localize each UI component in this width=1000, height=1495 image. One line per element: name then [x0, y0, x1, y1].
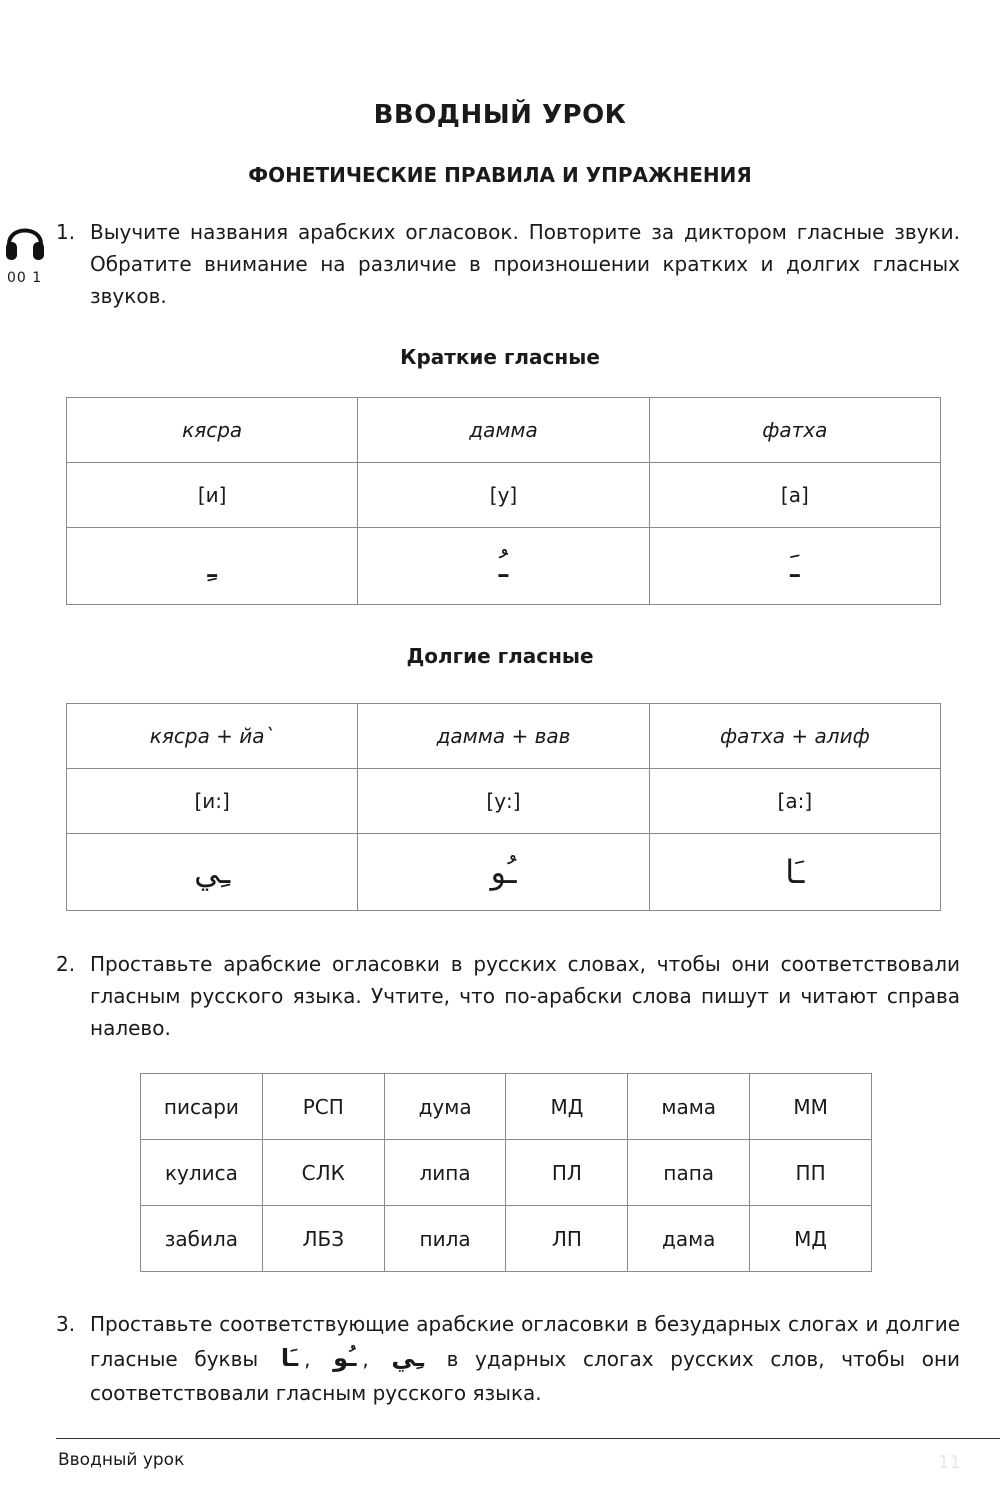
word-cell: писари — [141, 1074, 263, 1140]
footer-section-title: Вводный урок — [58, 1450, 185, 1470]
vowel-name: кясра + йа` — [67, 704, 358, 769]
vowel-mark: ـُو — [490, 853, 517, 891]
footer-divider — [56, 1438, 1000, 1439]
vowel-mark: ـِي — [194, 853, 231, 891]
exercise-number: 1. — [56, 220, 76, 244]
vowel-name: дамма — [358, 398, 649, 463]
consonants-cell: ПЛ — [506, 1140, 628, 1206]
exercise-number: 2. — [56, 952, 76, 976]
exercise-3 — [56, 1307, 960, 1410]
word-cell: кулиса — [141, 1140, 263, 1206]
exercise-1 — [56, 216, 960, 312]
consonants-cell: МД — [750, 1206, 872, 1272]
exercise-text-part: Проставьте соответствующие арабские огласовки в безударных слогах и долгие гласные буквы — [90, 1312, 960, 1371]
long-u-mark: ـُو — [333, 1344, 357, 1372]
consonants-cell: СЛК — [262, 1140, 384, 1206]
vowel-mark: ـَا — [785, 853, 805, 891]
word-cell: липа — [384, 1140, 506, 1206]
vowel-name: кясра — [67, 398, 358, 463]
vowel-sound: [у] — [358, 463, 649, 528]
exercise-text-part: в ударных слогах русских слов, чтобы они соответствовали гласным русского языка. — [90, 1347, 961, 1405]
page-subtitle: ФОНЕТИЧЕСКИЕ ПРАВИЛА И УПРАЖНЕНИЯ — [248, 163, 752, 187]
consonants-cell: ПП — [750, 1140, 872, 1206]
word-cell: забила — [141, 1206, 263, 1272]
word-cell: дама — [628, 1206, 750, 1272]
consonants-cell: МД — [506, 1074, 628, 1140]
word-cell: пила — [384, 1206, 506, 1272]
exercise-number: 3. — [56, 1312, 76, 1336]
vowel-sound: [у:] — [358, 769, 649, 834]
vowel-name: фатха + алиф — [649, 704, 940, 769]
separator: , — [362, 1347, 369, 1371]
vowel-mark: ـِ — [207, 547, 217, 585]
separator: , — [304, 1347, 311, 1371]
vowel-name: фатха — [649, 398, 940, 463]
vowel-name: дамма + вав — [358, 704, 649, 769]
vowel-sound: [а] — [649, 463, 940, 528]
page-title: ВВОДНЫЙ УРОК — [373, 100, 627, 130]
long-vowels-heading: Долгие гласные — [406, 644, 594, 668]
headphones-icon[interactable] — [4, 218, 46, 262]
words-table — [140, 1073, 872, 1272]
vowel-sound: [а:] — [649, 769, 940, 834]
short-vowels-table — [66, 397, 941, 605]
vowel-sound: [и] — [67, 463, 358, 528]
consonants-cell: ЛБЗ — [262, 1206, 384, 1272]
vowel-mark: ـُ — [498, 547, 509, 585]
audio-track-code: 00 1 — [7, 270, 43, 286]
long-vowels-table — [66, 703, 941, 911]
word-cell: мама — [628, 1074, 750, 1140]
page-number: 11 — [938, 1452, 961, 1473]
exercise-text: Проставьте арабские огласовки в русских словах, чтобы они соответствовали гласным русского языка. Учтите, что по-арабски слова пишут и читают справа налево. — [90, 952, 960, 1040]
long-a-mark: ـَا — [280, 1344, 299, 1372]
consonants-cell: РСП — [262, 1074, 384, 1140]
long-i-mark: ـِي — [391, 1344, 424, 1372]
short-vowels-heading: Краткие гласные — [400, 345, 600, 369]
exercise-text — [90, 1307, 960, 1410]
consonants-cell: ЛП — [506, 1206, 628, 1272]
vowel-sound: [и:] — [67, 769, 358, 834]
exercise-text: Выучите названия арабских огласовок. Повторите за диктором гласные звуки. Обратите внимание на различие в произношении кратких и долгих гласных звуков. — [90, 220, 960, 308]
consonants-cell: ММ — [750, 1074, 872, 1140]
word-cell: дума — [384, 1074, 506, 1140]
exercise-2 — [56, 948, 960, 1044]
vowel-mark: ـَ — [790, 547, 800, 585]
word-cell: папа — [628, 1140, 750, 1206]
